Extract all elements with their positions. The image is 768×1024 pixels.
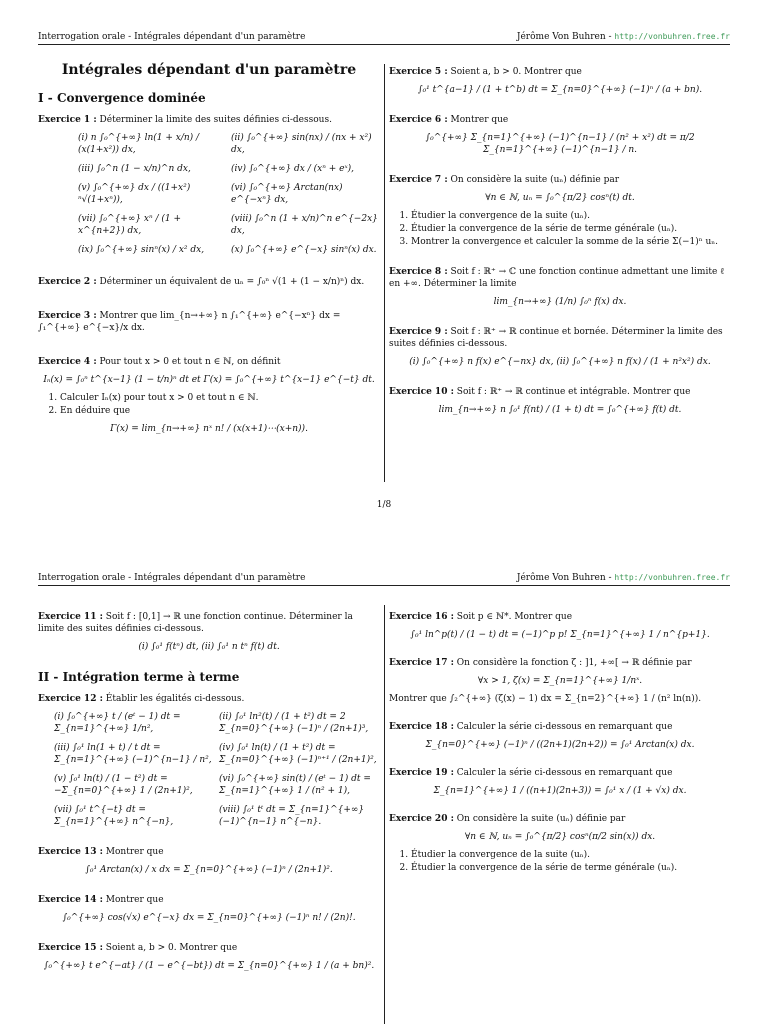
exercise-label: Exercice 6 :	[389, 115, 448, 125]
exercise-text: Calculer la série ci-dessous en remarquant que	[456, 722, 673, 732]
exercise-20	[389, 813, 731, 874]
header-author: Jérôme Von Buhren - http://vonbuhren.free.fr	[516, 573, 730, 583]
header-title: Interrogation orale - Intégrales dépendant d'un paramètre	[38, 573, 306, 583]
formula-item: (vii) ∫₀^{+∞} xⁿ / (1 + x^{n+2}) dx,	[78, 214, 182, 236]
exercise-4	[38, 356, 380, 435]
exercise-text: Soit f : ℝ⁺ → ℂ une fonction continue admettant une limite ℓ en +∞. Déterminer la limite	[389, 267, 725, 289]
display-formula: lim_{n→+∞} n ∫₀¹ f(nt) / (1 + t) dt = ∫₀^{+∞} f(t) dt.	[438, 405, 682, 415]
display-formula: Iₙ(x) = ∫₀ⁿ t^{x−1} (1 − t/n)ⁿ dt et Γ(x) = ∫₀^{+∞} t^{x−1} e^{−t} dt.	[43, 375, 375, 385]
exercise-10	[389, 386, 731, 416]
exercise-text: Montrer que	[105, 895, 164, 905]
exercise-label: Exercice 19 :	[389, 768, 454, 778]
exercise-15	[38, 942, 380, 972]
display-formula: Σ_{n=1}^{+∞} 1 / ((n+1)(2n+3)) = ∫₀¹ x / (1 + √x) dx.	[433, 786, 687, 796]
page-header	[38, 571, 730, 586]
formula-item: (i) n ∫₀^{+∞} ln(1 + x/n) / (x(1+x²)) dx,	[78, 133, 200, 155]
document-title: Intégrales dépendant d'un paramètre	[61, 62, 357, 78]
exercise-label: Exercice 7 :	[389, 175, 448, 185]
page-2	[0, 565, 768, 1024]
left-column	[38, 611, 380, 986]
display-formula: (i) ∫₀¹ f(tⁿ) dt, (ii) ∫₀¹ n tⁿ f(t) dt.	[138, 642, 280, 652]
right-column	[389, 66, 731, 430]
formula-item: (iii) ∫₀¹ ln(1 + t) / t dt = Σ_{n=1}^{+∞} (−1)^{n−1} / n²,	[54, 743, 212, 765]
question-list	[389, 210, 731, 248]
exercise-label: Exercice 10 :	[389, 387, 454, 397]
column-divider	[384, 64, 385, 482]
exercise-text: Soit p ∈ ℕ*. Montrer que	[456, 612, 573, 622]
exercise-text: Montrer que	[105, 847, 164, 857]
exercise-17	[389, 657, 731, 705]
formula-item: (x) ∫₀^{+∞} e^{−x} sinⁿ(x) dx.	[231, 245, 377, 255]
formula-item: (vii) ∫₀¹ t^{−t} dt = Σ_{n=1}^{+∞} n^{−n},	[54, 805, 174, 827]
formula-item: (iii) ∫₀^n (1 − x/n)^n dx,	[78, 164, 191, 174]
header-url-link[interactable]: http://vonbuhren.free.fr	[614, 573, 730, 582]
list-item: 3. Montrer la convergence et calculer la somme de la série Σ(−1)ⁿ uₙ.	[411, 236, 731, 248]
exercise-text: Montrer que lim_{n→+∞} n ∫₁^{+∞} e^{−xⁿ} dx = ∫₁^{+∞} e^{−x}/x dx.	[38, 311, 341, 333]
exercise-text: On considère la suite (uₙ) définie par	[456, 814, 626, 824]
display-formula: lim_{n→+∞} (1/n) ∫₀ⁿ f(x) dx.	[493, 297, 627, 307]
formula-item: (iv) ∫₀¹ ln(t) / (1 + t²) dt = Σ_{n=0}^{+∞} (−1)ⁿ⁺¹ / (2n+1)²,	[219, 743, 377, 765]
exercise-text: Établir les égalités ci-dessous.	[105, 694, 245, 704]
exercise-text: Déterminer un équivalent de uₙ = ∫₀ⁿ √(1 + (1 − x/n)ⁿ) dx.	[99, 277, 365, 287]
exercise-label: Exercice 8 :	[389, 267, 448, 277]
display-formula: (i) ∫₀^{+∞} n f(x) e^{−nx} dx, (ii) ∫₀^{+∞} n f(x) / (1 + n²x²) dx.	[409, 357, 711, 367]
exercise-2	[38, 276, 380, 288]
exercise-label: Exercice 2 :	[38, 277, 97, 287]
formula-item: (vi) ∫₀^{+∞} sin(t) / (eᵗ − 1) dt = Σ_{n=1}^{+∞} 1 / (n² + 1),	[219, 774, 371, 796]
right-column	[389, 611, 731, 888]
exercise-text: Montrer que	[450, 115, 509, 125]
exercise-13	[38, 846, 380, 876]
exercise-16	[389, 611, 731, 641]
formula-list	[78, 132, 380, 256]
exercise-text: Pour tout x > 0 et tout n ∈ ℕ, on définit	[99, 357, 281, 367]
question-list	[38, 392, 380, 417]
display-formula: ∫₀^{+∞} Σ_{n=1}^{+∞} (−1)^{n−1} / (n² + x²) dt = π/2 Σ_{n=1}^{+∞} (−1)^{n−1} / n.	[425, 133, 695, 155]
formula-item: (vi) ∫₀^{+∞} Arctan(nx) e^{−xⁿ} dx,	[231, 183, 343, 205]
header-title: Interrogation orale - Intégrales dépendant d'un paramètre	[38, 32, 306, 42]
formula-item: (v) ∫₀¹ ln(t) / (1 − t²) dt = −Σ_{n=0}^{+∞} 1 / (2n+1)²,	[54, 774, 193, 796]
exercise-text: Déterminer la limite des suites définies ci-dessous.	[99, 115, 332, 125]
exercise-18	[389, 721, 731, 751]
list-item: 1. Calculer Iₙ(x) pour tout x > 0 et tout n ∈ ℕ.	[60, 392, 380, 404]
display-formula: ∫₀¹ t^{a−1} / (1 + t^b) dt = Σ_{n=0}^{+∞} (−1)ⁿ / (a + bn).	[417, 85, 703, 95]
exercise-label: Exercice 1 :	[38, 115, 97, 125]
exercise-6	[389, 114, 731, 156]
page-number: 1/8	[376, 500, 392, 510]
exercise-label: Exercice 11 :	[38, 612, 103, 622]
exercise-label: Exercice 15 :	[38, 943, 103, 953]
display-formula: ∫₀¹ Arctan(x) / x dx = Σ_{n=0}^{+∞} (−1)ⁿ / (2n+1)².	[85, 865, 333, 875]
formula-item: (viii) ∫₀^n (1 + x/n)^n e^{−2x} dx,	[231, 214, 378, 236]
list-item: 2. En déduire que	[60, 405, 380, 417]
display-formula: ∀x > 1, ζ(x) = Σ_{n=1}^{+∞} 1/nˣ.	[477, 676, 643, 686]
exercise-text: Calculer la série ci-dessous en remarquant que	[456, 768, 673, 778]
formula-list	[54, 711, 380, 828]
exercise-label: Exercice 5 :	[389, 67, 448, 77]
left-column	[38, 64, 380, 449]
question-list	[389, 849, 731, 874]
exercise-3	[38, 310, 380, 334]
formula-item: (iv) ∫₀^{+∞} dx / (xⁿ + eˣ),	[231, 164, 355, 174]
exercise-19	[389, 767, 731, 797]
exercise-text: Soient a, b > 0. Montrer que	[105, 943, 238, 953]
exercise-text: Montrer que ∫₂^{+∞} (ζ(x) − 1) dx = Σ_{n=2}^{+∞} 1 / (n² ln(n)).	[389, 694, 702, 704]
exercise-text: On considère la fonction ζ : ]1, +∞[ → ℝ définie par	[456, 658, 692, 668]
exercise-label: Exercice 16 :	[389, 612, 454, 622]
header-url-link[interactable]: http://vonbuhren.free.fr	[614, 32, 730, 41]
formula-item: (ii) ∫₀^{+∞} sin(nx) / (nx + x²) dx,	[231, 133, 372, 155]
formula-item: (i) ∫₀^{+∞} t / (eᵗ − 1) dt = Σ_{n=1}^{+∞} 1/n²,	[54, 712, 181, 734]
section-heading: I - Convergence dominée	[38, 91, 206, 105]
exercise-text: Soit f : [0,1] → ℝ une fonction continue. Déterminer la limite des suites définies ci-dessous.	[38, 612, 353, 634]
exercise-11	[38, 611, 380, 653]
formula-item: (v) ∫₀^{+∞} dx / ((1+x²) ⁿ√(1+xⁿ)),	[78, 183, 191, 205]
exercise-text: Soit f : ℝ⁺ → ℝ continue et bornée. Déterminer la limite des suites définies ci-dessous.	[389, 327, 723, 349]
exercise-label: Exercice 17 :	[389, 658, 454, 668]
formula-item: (ix) ∫₀^{+∞} sinⁿ(x) / x² dx,	[78, 245, 205, 255]
exercise-label: Exercice 20 :	[389, 814, 454, 824]
exercise-label: Exercice 9 :	[389, 327, 448, 337]
exercise-text: Soient a, b > 0. Montrer que	[450, 67, 582, 77]
header-author: Jérôme Von Buhren - http://vonbuhren.free.fr	[516, 32, 730, 42]
display-formula: ∀n ∈ ℕ, uₙ = ∫₀^{π/2} cosⁿ(t) dt.	[485, 193, 635, 203]
exercise-label: Exercice 4 :	[38, 357, 97, 367]
exercise-label: Exercice 3 :	[38, 311, 97, 321]
display-formula: ∀n ∈ ℕ, uₙ = ∫₀^{π/2} cosⁿ(π/2 sin(x)) dx.	[464, 832, 656, 842]
exercise-text: Soit f : ℝ⁺ → ℝ continue et intégrable. Montrer que	[456, 387, 691, 397]
exercise-text: On considère la suite (uₙ) définie par	[450, 175, 620, 185]
exercise-label: Exercice 14 :	[38, 895, 103, 905]
display-formula: Γ(x) = lim_{n→+∞} nˣ n! / (x(x+1)⋯(x+n)).	[110, 424, 308, 434]
exercise-label: Exercice 12 :	[38, 694, 103, 704]
column-divider	[384, 605, 385, 1024]
exercise-5	[389, 66, 731, 96]
exercise-1	[38, 114, 380, 256]
display-formula: ∫₀^{+∞} t e^{−at} / (1 − e^{−bt}) dt = Σ_{n=0}^{+∞} 1 / (a + bn)².	[43, 961, 375, 971]
display-formula: ∫₀¹ ln^p(t) / (1 − t) dt = (−1)^p p! Σ_{n=1}^{+∞} 1 / n^{p+1}.	[410, 630, 710, 640]
page-header	[38, 30, 730, 45]
display-formula: ∫₀^{+∞} cos(√x) e^{−x} dx = Σ_{n=0}^{+∞} (−1)ⁿ n! / (2n)!.	[62, 913, 356, 923]
list-item: 2. Étudier la convergence de la série de terme générale (uₙ).	[411, 862, 731, 874]
exercise-14	[38, 894, 380, 924]
exercise-label: Exercice 18 :	[389, 722, 454, 732]
list-item: 1. Étudier la convergence de la suite (uₙ).	[411, 849, 731, 861]
display-formula: Σ_{n=0}^{+∞} (−1)ⁿ / ((2n+1)(2n+2)) = ∫₀¹ Arctan(x) dx.	[425, 740, 695, 750]
formula-item: (viii) ∫₀¹ tᵗ dt = Σ_{n=1}^{+∞} (−1)^{n−1} n^{−n}.	[219, 805, 365, 827]
formula-item: (ii) ∫₀¹ ln²(t) / (1 + t²) dt = 2 Σ_{n=0}^{+∞} (−1)ⁿ / (2n+1)³,	[219, 712, 369, 734]
exercise-8	[389, 266, 731, 308]
page-gap	[0, 520, 768, 565]
section-heading: II - Intégration terme à terme	[38, 670, 240, 684]
list-item: 1. Étudier la convergence de la suite (uₙ).	[411, 210, 731, 222]
exercise-9	[389, 326, 731, 368]
exercise-label: Exercice 13 :	[38, 847, 103, 857]
list-item: 2. Étudier la convergence de la série de terme générale (uₙ).	[411, 223, 731, 235]
exercise-7	[389, 174, 731, 248]
exercise-12	[38, 693, 380, 828]
